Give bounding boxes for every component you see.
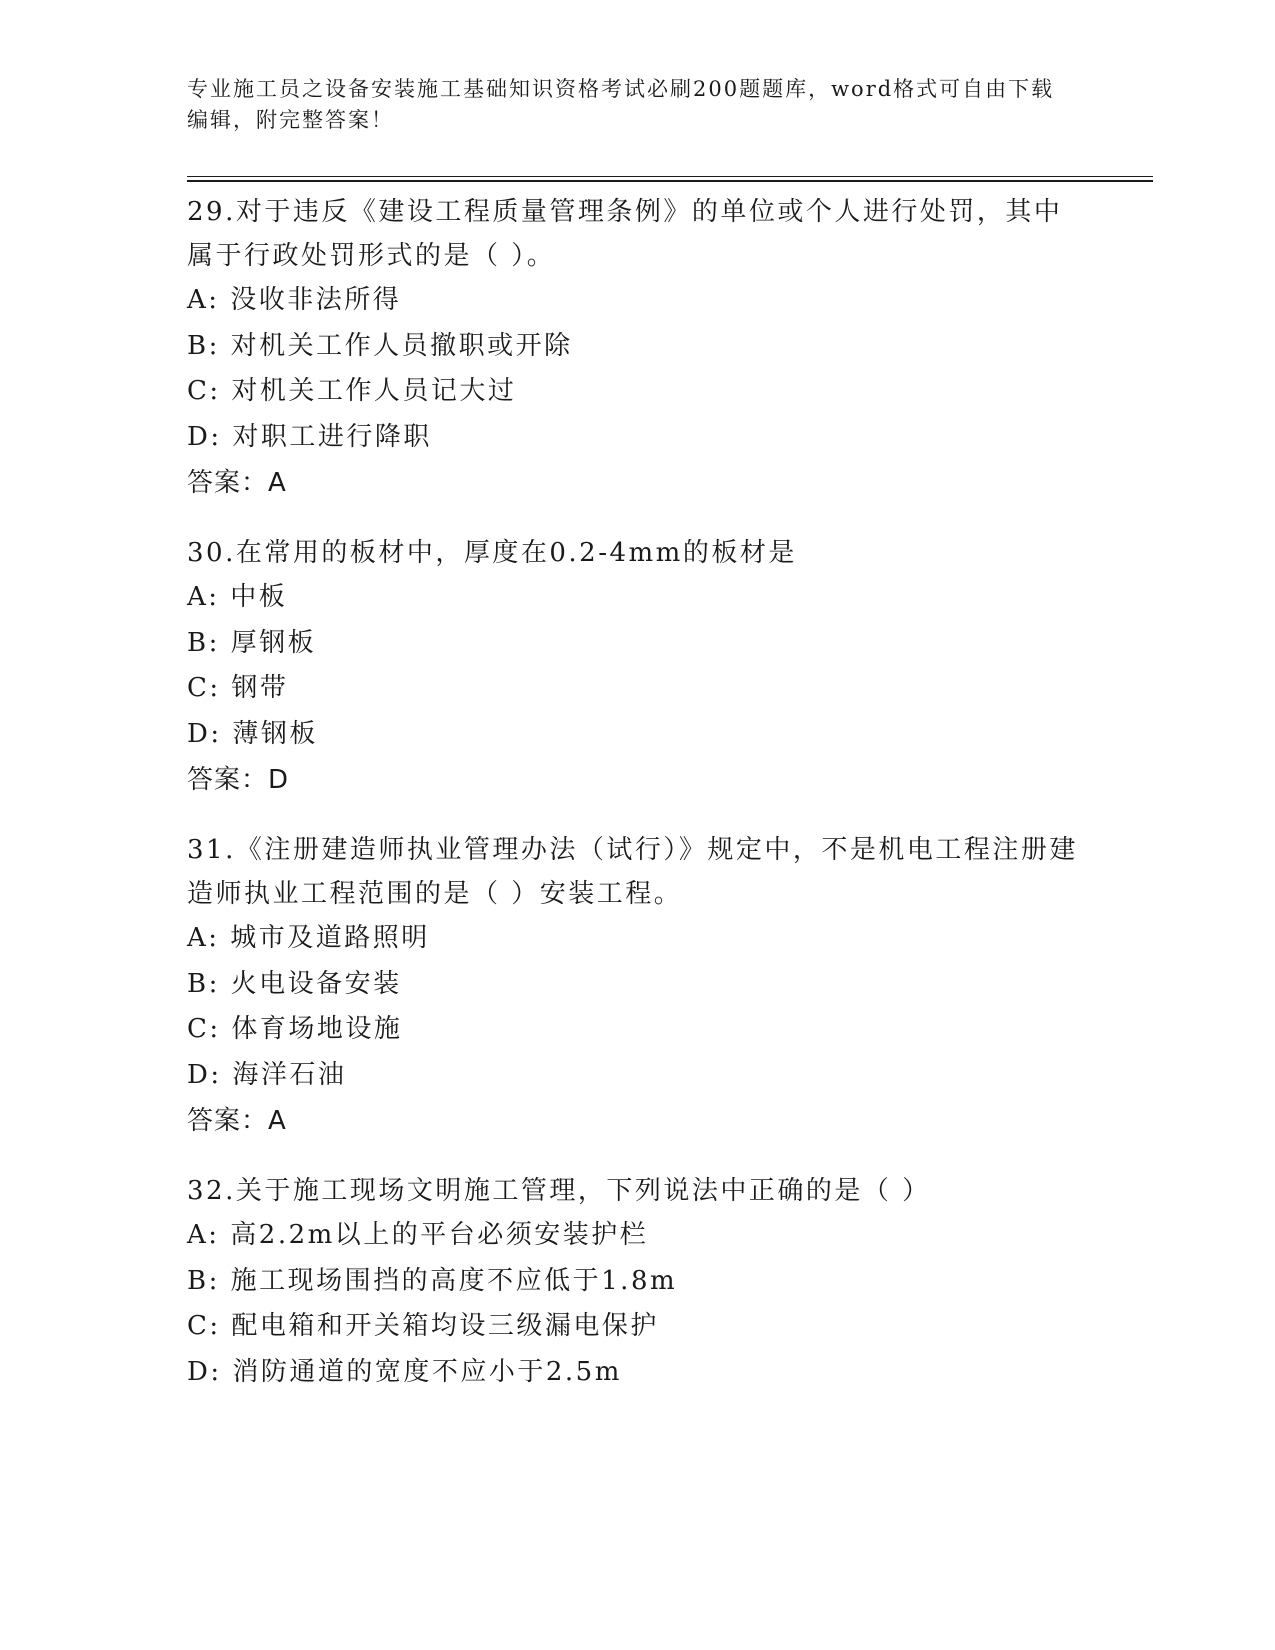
question-29 <box>187 190 1087 506</box>
answer-line: 答案：A <box>187 468 287 498</box>
option-c: C: 对机关工作人员记大过 <box>187 376 517 406</box>
question-30 <box>187 531 1087 803</box>
option-d: D: 海洋石油 <box>187 1059 347 1090</box>
question-stem: 29.对于违反《建设工程质量管理条例》的单位或个人进行处罚，其中属于行政处罚形式的是（ ）。 <box>187 197 1063 271</box>
question-list <box>187 190 1087 1420</box>
document-title: 专业施工员之设备安装施工基础知识资格考试必刷200题题库，word格式可自由下载编辑，附完整答案！ <box>187 77 1055 132</box>
option-d: D: 薄钢板 <box>187 718 318 749</box>
question-stem: 31.《注册建造师执业管理办法（试行）》规定中，不是机电工程注册建造师执业工程范围的是（ ）安装工程。 <box>187 835 1078 909</box>
option-a: A: 城市及道路照明 <box>187 923 430 953</box>
option-b: B: 厚钢板 <box>187 627 317 658</box>
option-c: C: 钢带 <box>187 673 289 703</box>
question-stem: 32.关于施工现场文明施工管理，下列说法中正确的是（ ） <box>187 1176 931 1206</box>
option-d: D: 消防通道的宽度不应小于2.5m <box>187 1356 622 1387</box>
question-31 <box>187 828 1087 1144</box>
option-a: A: 中板 <box>187 582 288 612</box>
option-b: B: 施工现场围挡的高度不应低于1.8m <box>187 1265 678 1296</box>
option-b: B: 火电设备安装 <box>187 968 402 999</box>
option-c: C: 配电箱和开关箱均设三级漏电保护 <box>187 1311 659 1341</box>
answer-line: 答案：D <box>187 765 290 795</box>
option-d: D: 对职工进行降职 <box>187 421 432 452</box>
option-a: A: 高2.2m以上的平台必须安装护栏 <box>187 1220 649 1250</box>
answer-line: 答案：A <box>187 1106 287 1136</box>
header-divider-thin <box>187 176 1153 177</box>
header-divider-thick <box>187 180 1153 182</box>
option-c: C: 体育场地设施 <box>187 1014 403 1044</box>
question-stem: 30.在常用的板材中，厚度在0.2-4mm的板材是 <box>187 538 797 568</box>
option-b: B: 对机关工作人员撤职或开除 <box>187 330 573 361</box>
option-a: A: 没收非法所得 <box>187 285 402 315</box>
question-32 <box>187 1169 1087 1395</box>
